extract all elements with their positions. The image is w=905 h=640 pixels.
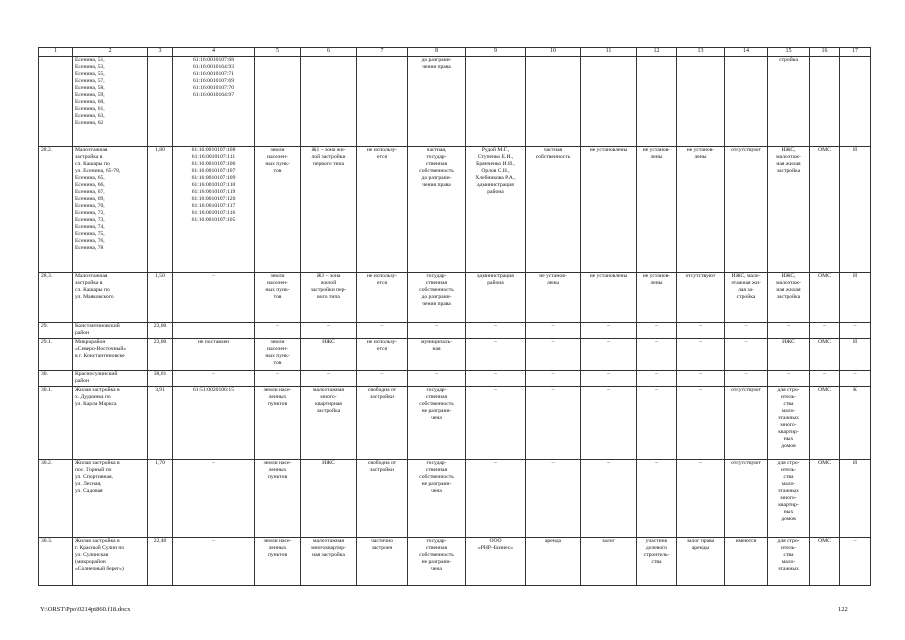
table-cell-col-13: залог права аренды <box>677 538 725 586</box>
table-cell-col-16: ОМС <box>810 387 840 460</box>
table-cell-col-1: 28.2. <box>39 147 73 273</box>
table-cell-col-17: И <box>840 147 871 273</box>
table-cell-col-7: не использу- ется <box>357 147 408 273</box>
table-row <box>39 387 871 460</box>
table-cell-col-13: – <box>677 387 725 460</box>
table-cell-col-8: – <box>408 323 466 339</box>
table-cell-col-5: земли насе- ленных пунктов <box>255 460 301 538</box>
table-cell-col-5: – <box>255 371 301 387</box>
table-cell-col-6: – <box>301 371 357 387</box>
table-cell-col-3: 22,40 <box>148 538 173 586</box>
table-cell-col-2: Жилая застройка в пос. Горный по ул. Спортивная, ул. Лесная, ул. Садовая <box>73 460 148 538</box>
table-cell-col-14: ИЖС, мало- этажная жи- лая за- стройка <box>725 273 768 323</box>
table-cell-col-13 <box>677 57 725 147</box>
table-cell-col-17: И <box>840 273 871 323</box>
table-row <box>39 538 871 586</box>
column-number-2: 2 <box>73 48 148 57</box>
table-cell-col-6: малоэтажная многоквартир- ная застройка <box>301 538 357 586</box>
table-cell-col-17: – <box>840 371 871 387</box>
table-cell-col-5: земли населен- ных пунк- тов <box>255 273 301 323</box>
table-cell-col-8: – <box>408 371 466 387</box>
table-cell-col-14: – <box>725 339 768 371</box>
table-cell-col-11 <box>581 57 637 147</box>
table-cell-col-12: не установ- лены <box>637 273 677 323</box>
table-cell-col-13: – <box>677 323 725 339</box>
table-cell-col-10: – <box>526 323 581 339</box>
table-cell-col-7: – <box>357 371 408 387</box>
table-cell-col-16: – <box>810 323 840 339</box>
footer-file-path: Y:\ORST\Ppo\0214pt860.f18.docx <box>40 606 131 613</box>
table-cell-col-4: – <box>173 273 255 323</box>
table-cell-col-9 <box>466 57 526 147</box>
table-cell-col-2: Малоэтажная застройка в сл. Кашары по ул. Маяковского <box>73 273 148 323</box>
table-cell-col-7: свободна от застройки <box>357 460 408 538</box>
table-cell-col-9: администрация района <box>466 273 526 323</box>
table-cell-col-17 <box>840 57 871 147</box>
table-cell-col-14: отсутствуют <box>725 147 768 273</box>
table-cell-col-4 <box>173 323 255 339</box>
table-cell-col-3: 38,01 <box>148 371 173 387</box>
table-cell-col-16: ОМС <box>810 538 840 586</box>
table-cell-col-11: – <box>581 339 637 371</box>
table-cell-col-16: ОМС <box>810 339 840 371</box>
table-cell-col-16: ОМС <box>810 147 840 273</box>
table-cell-col-6: малоэтажная много- квартирная застройка <box>301 387 357 460</box>
document-sheet <box>38 47 871 586</box>
table-cell-col-5: – <box>255 323 301 339</box>
table-cell-col-2: Есенина, 51, Есенина, 53, Есенина, 55, Есенина, 57, Есенина, 58, Есенина, 59, Есенина, 60, Есенина, 61, Есенина, 63, Есенина, 62 <box>73 57 148 147</box>
table-row <box>39 323 871 339</box>
table-cell-col-7 <box>357 57 408 147</box>
table-cell-col-9: – <box>466 323 526 339</box>
column-number-12: 12 <box>637 48 677 57</box>
table-cell-col-9: Рудой М.Г., Ступенко Е.И., Брянченко И.И., Орлов С.Н., Хлебникова Р.А., администрация района <box>466 147 526 273</box>
table-cell-col-16: ОМС <box>810 460 840 538</box>
column-number-3: 3 <box>148 48 173 57</box>
table-cell-col-4: – <box>173 371 255 387</box>
table-cell-col-12: – <box>637 323 677 339</box>
table-cell-col-11: – <box>581 371 637 387</box>
table-cell-col-13: не установ- лены <box>677 147 725 273</box>
table-cell-col-9: – <box>466 387 526 460</box>
table-cell-col-11: не установлены <box>581 147 637 273</box>
table-cell-col-10: – <box>526 339 581 371</box>
table-cell-col-15: – <box>768 323 810 339</box>
table-cell-col-5: земли населен- ных пунк- тов <box>255 147 301 273</box>
table-cell-col-17: – <box>840 323 871 339</box>
table-cell-col-9: – <box>466 371 526 387</box>
table-cell-col-12: – <box>637 371 677 387</box>
table-cell-col-10: аренда <box>526 538 581 586</box>
table-cell-col-12: – <box>637 460 677 538</box>
table-cell-col-15: ИЖС, малоэтаж- ная жилая застройка <box>768 273 810 323</box>
table-cell-col-6: ИЖС <box>301 339 357 371</box>
table-cell-col-11: – <box>581 387 637 460</box>
table-cell-col-4: 61:51:0020106:15 <box>173 387 255 460</box>
table-cell-col-11: – <box>581 323 637 339</box>
column-number-17: 17 <box>840 48 871 57</box>
table-cell-col-4: 61:16:0010107:108 61:16:0010107:111 61:16:0010107:106 61:16:0010107:107 61:16:0010107:109 61:16:0010107:110 61:16:0010107:119 61:16:0010107:120 61:16:0010107:117 61:16:0010107:116 61:16:0010107:105 <box>173 147 255 273</box>
table-cell-col-10: – <box>526 371 581 387</box>
table-cell-col-4: не поставлен <box>173 339 255 371</box>
table-cell-col-6: – <box>301 323 357 339</box>
table-cell-col-8: муниципаль- ная <box>408 339 466 371</box>
table-cell-col-2: Жилая застройка в х. Дудкинка по ул. Карла Маркса <box>73 387 148 460</box>
column-number-5: 5 <box>255 48 301 57</box>
table-cell-col-15: для стро- итель- ства мало- этажных <box>768 538 810 586</box>
column-number-14: 14 <box>725 48 768 57</box>
table-cell-col-9: – <box>466 460 526 538</box>
table-cell-col-3: 1,80 <box>148 147 173 273</box>
table-cell-col-16 <box>810 57 840 147</box>
table-cell-col-13: – <box>677 460 725 538</box>
table-row <box>39 371 871 387</box>
table-cell-col-13: отсутствуют <box>677 273 725 323</box>
table-cell-col-8: государ- ственная собственность не разграни- чена <box>408 387 466 460</box>
table-cell-col-10: частная собственность <box>526 147 581 273</box>
table-cell-col-3: 1,70 <box>148 460 173 538</box>
table-cell-col-4: – <box>173 460 255 538</box>
table-cell-col-1: 30.1. <box>39 387 73 460</box>
table-cell-col-2: Жилая застройка в г. Красный Сулин по ул. Сулинская (микрорайон «Солнечный берег») <box>73 538 148 586</box>
table-cell-col-4: 61:16:0010107:68 61:16:0010164:93 61:16:0010107:71 61:16:0010107:69 61:16:0010107:70 61:16:0010164:97 <box>173 57 255 147</box>
table-cell-col-5: земли насе- ленных пунктов <box>255 387 301 460</box>
table-cell-col-15: ИЖС <box>768 339 810 371</box>
column-number-10: 10 <box>526 48 581 57</box>
investment-sites-table <box>38 47 871 586</box>
column-number-1: 1 <box>39 48 73 57</box>
table-cell-col-7: не использу- ется <box>357 273 408 323</box>
table-row <box>39 57 871 147</box>
table-cell-col-3: 1,50 <box>148 273 173 323</box>
column-number-13: 13 <box>677 48 725 57</box>
table-cell-col-13: – <box>677 371 725 387</box>
column-number-9: 9 <box>466 48 526 57</box>
table-cell-col-6: Ж1 – зона жилой застройки пер- вого типа <box>301 273 357 323</box>
table-cell-col-9: ООО «РНР–Бизнес» <box>466 538 526 586</box>
table-cell-col-8: государ- ственная собственность до разграни- чения права <box>408 273 466 323</box>
table-cell-col-3 <box>148 57 173 147</box>
table-cell-col-2: Микрорайон «Северо-Восточный» в г. Константиновске <box>73 339 148 371</box>
table-cell-col-5: земли насе- ленных пунктов <box>255 538 301 586</box>
column-number-4: 4 <box>173 48 255 57</box>
table-cell-col-3: 23,00 <box>148 323 173 339</box>
table-cell-col-1 <box>39 57 73 147</box>
table-cell-col-15: для стро- итель- ства мало- этажных много- квартир- ных домов <box>768 460 810 538</box>
table-cell-col-1: 29. <box>39 323 73 339</box>
table-row <box>39 147 871 273</box>
footer-page-number: 122 <box>838 606 848 613</box>
table-cell-col-10: не установ- лены <box>526 273 581 323</box>
column-number-15: 15 <box>768 48 810 57</box>
column-number-8: 8 <box>408 48 466 57</box>
table-cell-col-8: частная, государ- ственная собственность до разграни- чения права <box>408 147 466 273</box>
table-cell-col-7: свободна от застройки <box>357 387 408 460</box>
table-cell-col-8: государ- ственная собственность не разграни- чена <box>408 460 466 538</box>
table-cell-col-17: И <box>840 339 871 371</box>
table-cell-col-10: – <box>526 460 581 538</box>
table-cell-col-2: Красносулинский район <box>73 371 148 387</box>
table-cell-col-7: частично застроен <box>357 538 408 586</box>
table-row <box>39 460 871 538</box>
table-cell-col-8: государ- ственная собственность не разграни- чена <box>408 538 466 586</box>
table-cell-col-17: К <box>840 387 871 460</box>
table-cell-col-1: 28.3. <box>39 273 73 323</box>
table-cell-col-6: Ж1 – зона жи- лой застройки первого типа <box>301 147 357 273</box>
table-cell-col-5 <box>255 57 301 147</box>
table-cell-col-7: не использу- ется <box>357 339 408 371</box>
table-cell-col-10: – <box>526 387 581 460</box>
table-cell-col-16: ОМС <box>810 273 840 323</box>
table-row <box>39 273 871 323</box>
table-cell-col-12 <box>637 57 677 147</box>
table-cell-col-14: отсутствуют <box>725 460 768 538</box>
table-cell-col-12: – <box>637 339 677 371</box>
table-cell-col-15: ИЖС, малоэтаж- ная жилая застройка <box>768 147 810 273</box>
table-cell-col-13: – <box>677 339 725 371</box>
table-cell-col-14 <box>725 57 768 147</box>
table-row <box>39 339 871 371</box>
table-cell-col-12: не установ- лены <box>637 147 677 273</box>
table-cell-col-2: Константиновский район <box>73 323 148 339</box>
table-cell-col-12: – <box>637 387 677 460</box>
table-cell-col-1: 30.3. <box>39 538 73 586</box>
column-number-16: 16 <box>810 48 840 57</box>
table-cell-col-15: для стро- итель- ства мало- этажных много- квартир- ных домов <box>768 387 810 460</box>
column-number-7: 7 <box>357 48 408 57</box>
table-cell-col-12: участник долевого строитель- ства <box>637 538 677 586</box>
table-cell-col-17: И <box>840 460 871 538</box>
table-cell-col-5: земли населен- ных пунк- тов <box>255 339 301 371</box>
table-cell-col-8: до разграни- чения права <box>408 57 466 147</box>
table-cell-col-3: 3,91 <box>148 387 173 460</box>
table-cell-col-2: Малоэтажная застройка в сл. Кашары по ул. Есенина, 65-78, Есенина, 65, Есенина, 66, Есенина, 67, Есенина, 69, Есенина, 70, Есенина, 72, Есенина, 73, Есенина, 74, Есенина, 75, Есенина, 76, Есенина, 78 <box>73 147 148 273</box>
table-cell-col-6: ИЖС <box>301 460 357 538</box>
table-cell-col-15: стройка <box>768 57 810 147</box>
table-cell-col-14: – <box>725 371 768 387</box>
table-cell-col-16: – <box>810 371 840 387</box>
table-cell-col-3: 23,00 <box>148 339 173 371</box>
table-cell-col-17: – <box>840 538 871 586</box>
column-number-row <box>39 48 871 57</box>
column-number-6: 6 <box>301 48 357 57</box>
table-cell-col-10 <box>526 57 581 147</box>
column-number-11: 11 <box>581 48 637 57</box>
table-cell-col-4: – <box>173 538 255 586</box>
table-cell-col-1: 30.2. <box>39 460 73 538</box>
table-cell-col-7: – <box>357 323 408 339</box>
table-cell-col-15: – <box>768 371 810 387</box>
table-cell-col-1: 30. <box>39 371 73 387</box>
table-cell-col-14: имеются <box>725 538 768 586</box>
table-cell-col-9: – <box>466 339 526 371</box>
table-cell-col-1: 29.1. <box>39 339 73 371</box>
table-cell-col-11: залог <box>581 538 637 586</box>
table-cell-col-11: – <box>581 460 637 538</box>
table-cell-col-14: отсутствуют <box>725 387 768 460</box>
table-cell-col-14: – <box>725 323 768 339</box>
table-cell-col-6 <box>301 57 357 147</box>
table-cell-col-11: не установлены <box>581 273 637 323</box>
